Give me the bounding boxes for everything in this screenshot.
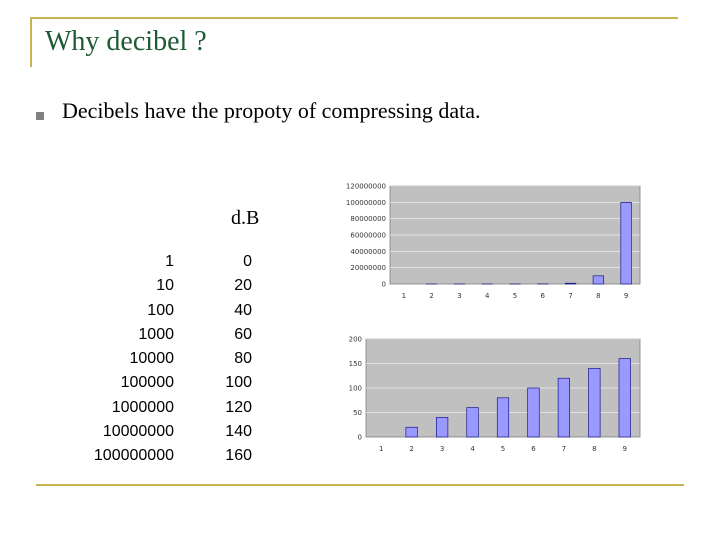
db-value: 160 — [225, 447, 252, 465]
linear-value: 10 — [156, 277, 174, 295]
y-tick-label: 50 — [353, 409, 362, 417]
y-tick-label: 120000000 — [345, 182, 386, 191]
y-tick-label: 40000000 — [350, 247, 386, 256]
linear-value: 10000000 — [102, 423, 174, 441]
bar — [589, 368, 601, 437]
bottom-border-line — [36, 484, 684, 486]
y-tick-label: 100000000 — [345, 198, 386, 207]
x-tick-label: 5 — [500, 445, 506, 453]
db-value: 140 — [225, 423, 252, 441]
bar — [497, 398, 509, 437]
db-value: 80 — [234, 350, 252, 368]
x-tick-label: 7 — [568, 292, 573, 300]
table-row — [90, 274, 252, 298]
table-row — [90, 396, 252, 420]
x-tick-label: 6 — [540, 292, 546, 300]
table-row — [90, 323, 252, 347]
db-value: 40 — [234, 301, 252, 319]
x-tick-label: 1 — [401, 292, 407, 300]
x-tick-label: 9 — [623, 292, 629, 300]
bar — [565, 283, 576, 284]
slide-title: Why decibel ? — [45, 26, 207, 57]
y-tick-label: 60000000 — [350, 231, 386, 240]
x-tick-label: 4 — [470, 445, 475, 453]
bar — [558, 378, 570, 437]
x-tick-label: 2 — [409, 445, 414, 453]
bullet-text: Decibels have the propoty of compressing data. — [62, 98, 481, 123]
db-value: 60 — [234, 325, 252, 343]
bar — [467, 408, 479, 437]
bar — [621, 202, 632, 284]
y-tick-label: 200 — [348, 335, 362, 344]
db-bar-chart — [340, 334, 650, 459]
top-border-line — [30, 17, 678, 19]
table-row — [90, 371, 252, 395]
x-tick-label: 9 — [622, 445, 628, 453]
table-row — [90, 250, 252, 274]
bar — [406, 427, 418, 437]
table-row — [90, 420, 252, 444]
db-value: 100 — [225, 374, 252, 392]
y-tick-label: 0 — [381, 280, 386, 289]
table-row — [90, 444, 252, 468]
linear-value: 1 — [165, 253, 174, 270]
db-value: 20 — [234, 277, 252, 295]
x-tick-label: 3 — [457, 292, 462, 300]
linear-to-db-table — [90, 250, 252, 469]
linear-bar-chart — [340, 180, 650, 305]
bar — [528, 388, 540, 437]
x-tick-label: 1 — [378, 445, 384, 453]
x-tick-label: 4 — [484, 292, 490, 300]
table-row — [90, 299, 252, 323]
db-column-label: d.B — [231, 207, 260, 229]
bullet-square-icon — [36, 112, 44, 120]
y-tick-label: 20000000 — [350, 264, 386, 273]
table-row — [90, 347, 252, 371]
x-tick-label: 7 — [561, 445, 567, 453]
left-border-line — [30, 17, 32, 67]
linear-value: 100 — [147, 301, 174, 319]
db-value: 0 — [243, 253, 252, 270]
linear-value: 100000000 — [93, 447, 174, 465]
linear-value: 1000000 — [111, 398, 174, 416]
x-tick-label: 3 — [439, 445, 445, 453]
bar — [593, 276, 604, 284]
linear-value: 1000 — [138, 325, 174, 343]
y-tick-label: 150 — [348, 360, 362, 368]
bar — [436, 417, 448, 437]
y-tick-label: 100 — [348, 384, 362, 393]
x-tick-label: 8 — [596, 292, 601, 300]
x-tick-label: 5 — [512, 292, 518, 300]
y-tick-label: 80000000 — [350, 215, 386, 224]
y-tick-label: 0 — [357, 433, 362, 442]
bar — [619, 359, 631, 437]
x-tick-label: 8 — [592, 445, 597, 453]
linear-value: 100000 — [120, 374, 174, 392]
db-value: 120 — [225, 398, 252, 416]
x-tick-label: 6 — [531, 445, 536, 453]
x-tick-label: 2 — [429, 292, 434, 300]
linear-value: 10000 — [129, 350, 174, 368]
